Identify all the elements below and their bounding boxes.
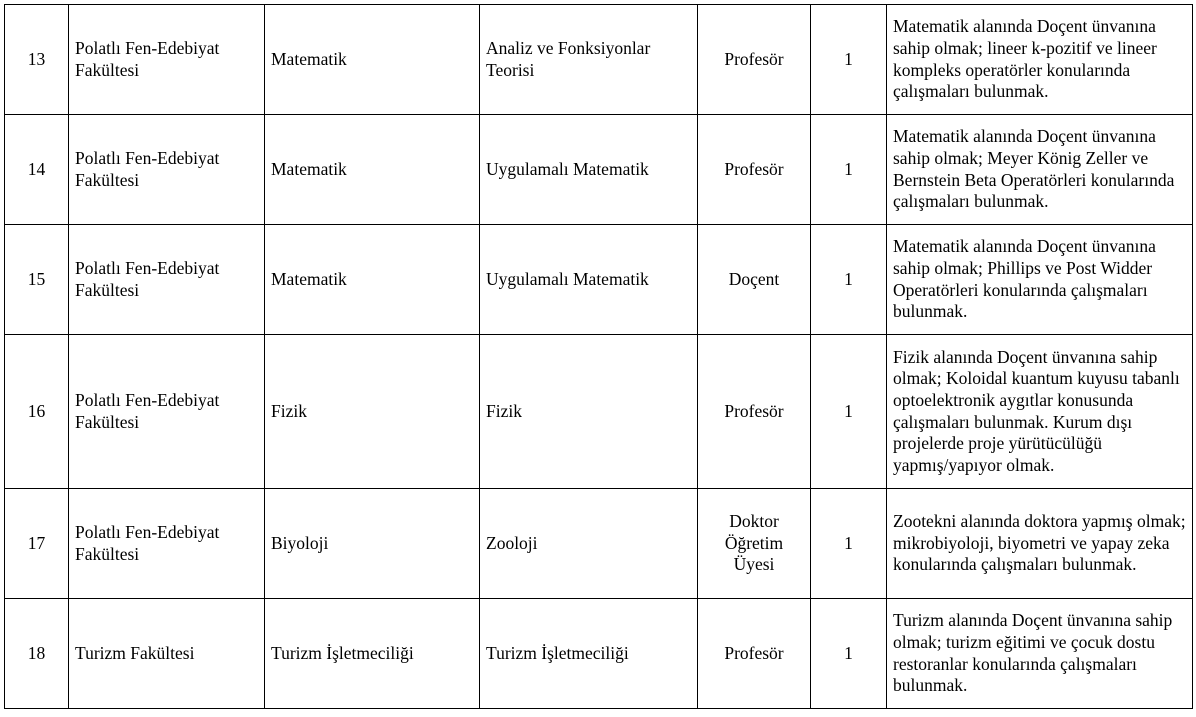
faculty-cell: Polatlı Fen-Edebiyat Fakültesi <box>69 335 265 489</box>
academic-title-cell: Doktor Öğretim Üyesi <box>698 489 811 599</box>
area-cell: Analiz ve Fonksiyonlar Teorisi <box>480 5 698 115</box>
row-number: 16 <box>5 335 69 489</box>
requirement-cell: Zootekni alanında doktora yapmış olmak; mikrobiyoloji, biyometri ve yapay zeka konularında çalışmaları bulunmak. <box>887 489 1193 599</box>
department-cell: Matematik <box>265 225 480 335</box>
position-count-cell: 1 <box>811 599 887 709</box>
faculty-cell: Polatlı Fen-Edebiyat Fakültesi <box>69 489 265 599</box>
area-cell: Uygulamalı Matematik <box>480 115 698 225</box>
department-cell: Turizm İşletmeciliği <box>265 599 480 709</box>
faculty-cell: Turizm Fakültesi <box>69 599 265 709</box>
department-cell: Matematik <box>265 5 480 115</box>
table-row <box>5 335 1193 489</box>
academic-title-cell: Profesör <box>698 5 811 115</box>
academic-title-cell: Profesör <box>698 599 811 709</box>
positions-table <box>4 4 1193 709</box>
area-cell: Fizik <box>480 335 698 489</box>
position-count-cell: 1 <box>811 115 887 225</box>
requirement-cell: Fizik alanında Doçent ünvanına sahip olmak; Koloidal kuantum kuyusu tabanlı optoelektronik aygıtlar konusunda çalışmaları bulunmak. Kurum dışı projelerde proje yürütücülüğü yapmış/yapıyor olmak. <box>887 335 1193 489</box>
table-row <box>5 225 1193 335</box>
faculty-cell: Polatlı Fen-Edebiyat Fakültesi <box>69 5 265 115</box>
requirement-cell: Matematik alanında Doçent ünvanına sahip olmak; Meyer König Zeller ve Bernstein Beta Operatörleri konularında çalışmaları bulunmak. <box>887 115 1193 225</box>
row-number: 15 <box>5 225 69 335</box>
position-count-cell: 1 <box>811 225 887 335</box>
table-row <box>5 5 1193 115</box>
table-row <box>5 489 1193 599</box>
row-number: 14 <box>5 115 69 225</box>
department-cell: Fizik <box>265 335 480 489</box>
table-row <box>5 115 1193 225</box>
position-count-cell: 1 <box>811 335 887 489</box>
area-cell: Zooloji <box>480 489 698 599</box>
requirement-cell: Matematik alanında Doçent ünvanına sahip olmak; Phillips ve Post Widder Operatörleri konularında çalışmaları bulunmak. <box>887 225 1193 335</box>
requirement-cell: Matematik alanında Doçent ünvanına sahip olmak; lineer k-pozitif ve lineer kompleks operatörler konularında çalışmaları bulunmak. <box>887 5 1193 115</box>
row-number: 13 <box>5 5 69 115</box>
requirement-cell: Turizm alanında Doçent ünvanına sahip olmak; turizm eğitimi ve çocuk dostu restoranlar konularında çalışmaları bulunmak. <box>887 599 1193 709</box>
department-cell: Biyoloji <box>265 489 480 599</box>
area-cell: Turizm İşletmeciliği <box>480 599 698 709</box>
row-number: 17 <box>5 489 69 599</box>
faculty-cell: Polatlı Fen-Edebiyat Fakültesi <box>69 115 265 225</box>
academic-title-cell: Profesör <box>698 115 811 225</box>
area-cell: Uygulamalı Matematik <box>480 225 698 335</box>
department-cell: Matematik <box>265 115 480 225</box>
row-number: 18 <box>5 599 69 709</box>
academic-title-cell: Doçent <box>698 225 811 335</box>
faculty-cell: Polatlı Fen-Edebiyat Fakültesi <box>69 225 265 335</box>
academic-title-cell: Profesör <box>698 335 811 489</box>
position-count-cell: 1 <box>811 489 887 599</box>
position-count-cell: 1 <box>811 5 887 115</box>
table-row <box>5 599 1193 709</box>
